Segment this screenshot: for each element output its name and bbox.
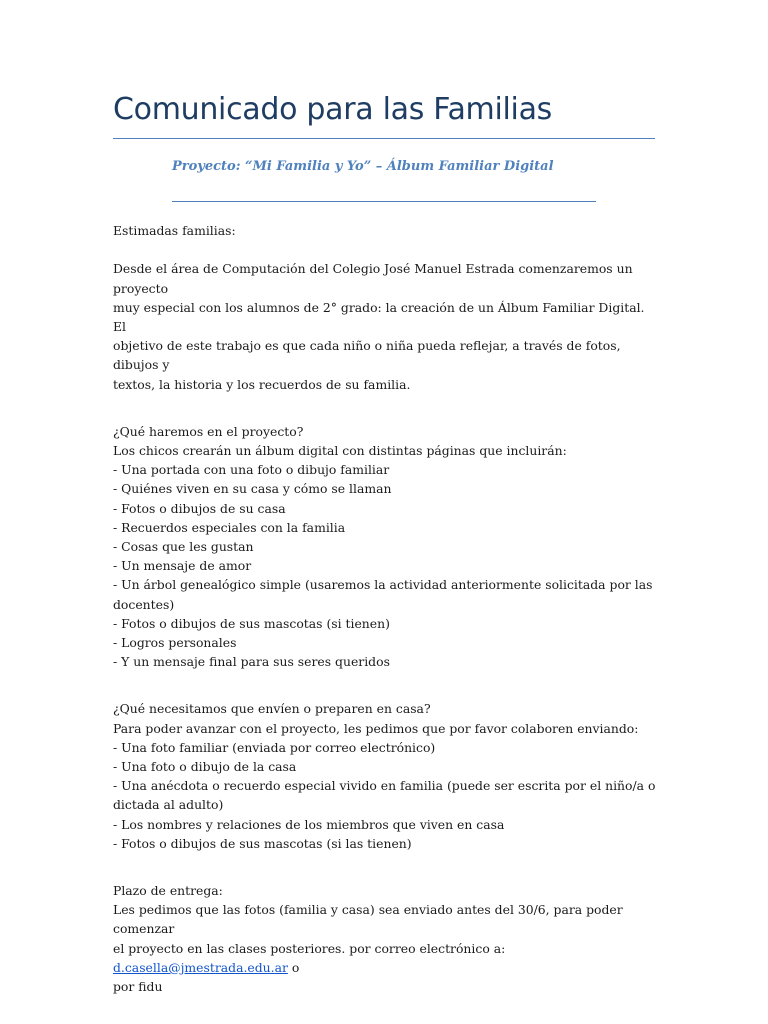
list-item: - Quiénes viven en su casa y cómo se llaman — [113, 481, 392, 497]
intro-paragraph — [113, 259, 658, 393]
section-line: por fidu — [113, 979, 163, 995]
list-item: - Fotos o dibujos de su casa — [113, 500, 286, 516]
list-item: - Y un mensaje final para sus seres queridos — [113, 654, 390, 670]
list-item: - Cosas que les gustan — [113, 539, 254, 555]
intro-line: Desde el área de Computación del Colegio José Manuel Estrada comenzaremos un proyecto — [113, 261, 633, 296]
document-title: Comunicado para las Familias — [113, 92, 552, 127]
list-item: - Recuerdos especiales con la familia — [113, 519, 346, 535]
section-heading: Plazo de entrega: — [113, 883, 223, 899]
list-item: - Una foto familiar (enviada por correo electrónico) — [113, 739, 436, 755]
intro-line: muy especial con los alumnos de 2° grado: la creación de un Álbum Familiar Digital. El — [113, 299, 645, 334]
list-item: - Una foto o dibujo de la casa — [113, 759, 297, 775]
email-link[interactable]: d.casella@jmestrada.edu.ar — [113, 959, 288, 975]
intro-line: textos, la historia y los recuerdos de su familia. — [113, 376, 411, 392]
section-deadline — [113, 881, 658, 996]
section-line: Para poder avanzar con el proyecto, les pedimos que por favor colaboren enviando: — [113, 720, 639, 736]
section-line: Les pedimos que las fotos (familia y casa) sea enviado antes del 30/6, para poder comenzar — [113, 902, 623, 937]
list-item: - Los nombres y relaciones de los miembros que viven en casa — [113, 816, 505, 832]
section-project-activities — [113, 422, 658, 672]
section-line-with-email — [113, 939, 658, 977]
greeting: Estimadas familias: — [113, 223, 236, 238]
intro-line: objetivo de este trabajo es que cada niño o niña pueda reflejar, a través de fotos, dibujos y — [113, 338, 621, 373]
list-item: - Fotos o dibujos de sus mascotas (si tienen) — [113, 615, 390, 631]
list-item: - Una anécdota o recuerdo especial vivido en familia (puede ser escrita por el niño/a o — [113, 778, 656, 794]
line-text: o — [287, 959, 300, 975]
section-heading: ¿Qué necesitamos que envíen o preparen en casa? — [113, 701, 431, 717]
title-underline — [113, 138, 655, 139]
document-body — [113, 221, 658, 996]
section-line: Los chicos crearán un álbum digital con distintas páginas que incluirán: — [113, 443, 567, 459]
list-item: - Un árbol genealógico simple (usaremos la actividad anteriormente solicitada por las — [113, 577, 653, 593]
list-item-continuation: docentes) — [113, 596, 175, 612]
section-heading: ¿Qué haremos en el proyecto? — [113, 423, 304, 439]
project-subtitle: Proyecto: “Mi Familia y Yo” – Álbum Familiar Digital — [172, 159, 554, 174]
list-item: - Un mensaje de amor — [113, 558, 252, 574]
list-item: - Una portada con una foto o dibujo familiar — [113, 462, 390, 478]
line-text: el proyecto en las clases posteriores. por correo electrónico a: — [113, 940, 506, 956]
list-item: - Fotos o dibujos de sus mascotas (si las tienen) — [113, 835, 412, 851]
section-materials-needed — [113, 699, 658, 853]
list-item-continuation: dictada al adulto) — [113, 797, 224, 813]
list-item: - Logros personales — [113, 635, 237, 651]
subtitle-underline — [172, 201, 596, 202]
